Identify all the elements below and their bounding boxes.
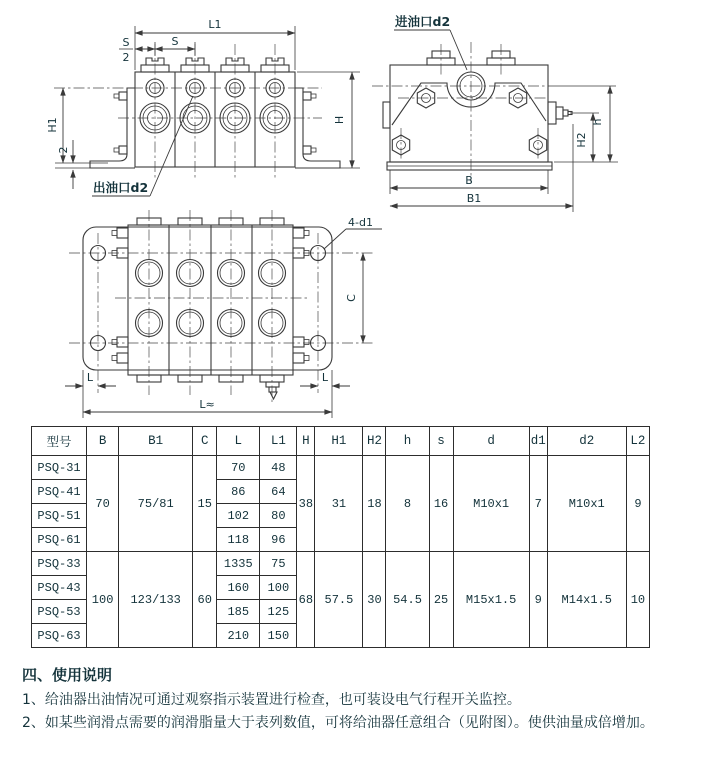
cell-C: 60 — [193, 552, 217, 648]
cell-B1: 123/133 — [119, 552, 193, 648]
cell-s: 25 — [429, 552, 453, 648]
holes-callout — [324, 216, 382, 249]
col-header: H — [297, 427, 315, 456]
dim-label-b1: B1 — [466, 192, 482, 205]
cell-L: 70 — [217, 456, 260, 480]
front-view-brackets — [55, 88, 340, 168]
dimension-B1 — [390, 124, 573, 212]
plan-view-drawing — [55, 200, 395, 423]
cell-C: 15 — [193, 456, 217, 552]
cell-model: PSQ-41 — [32, 480, 87, 504]
cell-d: M10x1 — [453, 456, 529, 552]
col-header: h — [386, 427, 429, 456]
dim-label-l-right: L — [321, 371, 329, 384]
col-header: H2 — [363, 427, 386, 456]
cell-model: PSQ-31 — [32, 456, 87, 480]
cell-L2: 10 — [626, 552, 649, 648]
cell-h: 8 — [386, 456, 429, 552]
cell-L1: 150 — [260, 624, 297, 648]
cell-d1: 7 — [529, 456, 547, 552]
col-header: B1 — [119, 427, 193, 456]
cell-L1: 125 — [260, 600, 297, 624]
cell-H1: 31 — [315, 456, 363, 552]
svg-text:进油口d2: 进油口d2 — [395, 14, 451, 29]
dim-label-2: 2 — [57, 146, 70, 154]
front-view-screw-caps — [141, 58, 289, 72]
col-header: L — [217, 427, 260, 456]
cell-L1: 100 — [260, 576, 297, 600]
cell-d: M15x1.5 — [453, 552, 529, 648]
cell-L2: 9 — [626, 456, 649, 552]
dimension-L1 — [135, 18, 295, 70]
dimension-S — [119, 35, 195, 64]
col-header: H1 — [315, 427, 363, 456]
cell-h: 54.5 — [386, 552, 429, 648]
cell-L: 1335 — [217, 552, 260, 576]
dimension-2 — [57, 140, 73, 189]
grease-fitting — [548, 102, 572, 124]
cell-L: 210 — [217, 624, 260, 648]
dimension-table — [31, 426, 650, 648]
holes-label: 4-d1 — [348, 216, 373, 229]
cell-model: PSQ-61 — [32, 528, 87, 552]
dimension-H1 — [46, 88, 108, 163]
cell-s: 16 — [429, 456, 453, 552]
inlet-port-label — [394, 14, 467, 70]
dim-label-s-half-den: 2 — [122, 51, 130, 64]
cell-L: 86 — [217, 480, 260, 504]
table-row — [32, 552, 650, 576]
plan-view-body — [128, 218, 293, 399]
usage-notes — [22, 664, 692, 735]
dim-label-h-small: h — [591, 118, 604, 126]
col-header: L2 — [626, 427, 649, 456]
cell-L1: 48 — [260, 456, 297, 480]
dimension-h — [548, 86, 616, 162]
front-view-drawing — [30, 8, 370, 206]
cell-L1: 75 — [260, 552, 297, 576]
col-header: B — [87, 427, 119, 456]
outlet-port-label — [92, 96, 193, 196]
col-header: d1 — [529, 427, 547, 456]
cell-L1: 64 — [260, 480, 297, 504]
cell-L: 102 — [217, 504, 260, 528]
col-header: C — [193, 427, 217, 456]
cell-H2: 18 — [363, 456, 386, 552]
col-header: 型号 — [32, 427, 87, 456]
cell-model: PSQ-53 — [32, 600, 87, 624]
cell-L: 160 — [217, 576, 260, 600]
cell-d2: M14x1.5 — [547, 552, 626, 648]
cell-B: 100 — [87, 552, 119, 648]
dim-label-l-left: L — [86, 371, 94, 384]
dimension-L-right — [300, 370, 350, 418]
front-view-centerlines — [54, 44, 322, 180]
cell-L1: 96 — [260, 528, 297, 552]
cell-L: 185 — [217, 600, 260, 624]
dim-label-s-half-num: S — [122, 36, 130, 49]
dimension-L-approx — [83, 398, 332, 412]
dim-label-h: H — [333, 115, 346, 125]
note-item-1: 1、给油器出油情况可通过观察指示装置进行检查，也可装设电气行程开关监控。 — [22, 692, 521, 708]
front-view-body — [135, 72, 295, 167]
dimension-C — [345, 253, 363, 343]
cell-d2: M10x1 — [547, 456, 626, 552]
table-header-row — [32, 427, 650, 456]
note-item-2: 2、如某些润滑点需要的润滑脂量大于表列数值，可将给油器任意组合（见附图）。使供油量成倍增加。 — [22, 715, 654, 731]
svg-text:出油口d2: 出油口d2 — [93, 180, 149, 195]
dim-label-h2: H2 — [575, 132, 588, 148]
col-header: d — [453, 427, 529, 456]
cell-H: 38 — [297, 456, 315, 552]
dim-label-l1: L1 — [208, 18, 222, 31]
dimension-L-left — [65, 370, 116, 418]
cell-B1: 75/81 — [119, 456, 193, 552]
dim-label-c: C — [345, 294, 358, 302]
col-header: L1 — [260, 427, 297, 456]
cell-model: PSQ-33 — [32, 552, 87, 576]
col-header: s — [429, 427, 453, 456]
cell-H2: 30 — [363, 552, 386, 648]
side-view-centerlines — [372, 42, 548, 182]
cell-L: 118 — [217, 528, 260, 552]
cell-d1: 9 — [529, 552, 547, 648]
dim-label-s: S — [171, 35, 179, 48]
cell-model: PSQ-43 — [32, 576, 87, 600]
cell-model: PSQ-63 — [32, 624, 87, 648]
dim-label-l-approx: L≈ — [199, 398, 215, 411]
side-view-body — [383, 65, 552, 170]
dim-label-b: B — [465, 174, 473, 187]
dim-label-h1: H1 — [46, 117, 59, 133]
side-view-drawing — [368, 6, 700, 218]
notes-heading: 四、使用说明 — [22, 666, 113, 684]
dimension-B — [390, 170, 548, 194]
cell-L1: 80 — [260, 504, 297, 528]
cell-B: 70 — [87, 456, 119, 552]
cell-H: 68 — [297, 552, 315, 648]
cell-model: PSQ-51 — [32, 504, 87, 528]
table-row — [32, 456, 650, 480]
cell-H1: 57.5 — [315, 552, 363, 648]
col-header: d2 — [547, 427, 626, 456]
dimension-H2 — [554, 113, 618, 162]
